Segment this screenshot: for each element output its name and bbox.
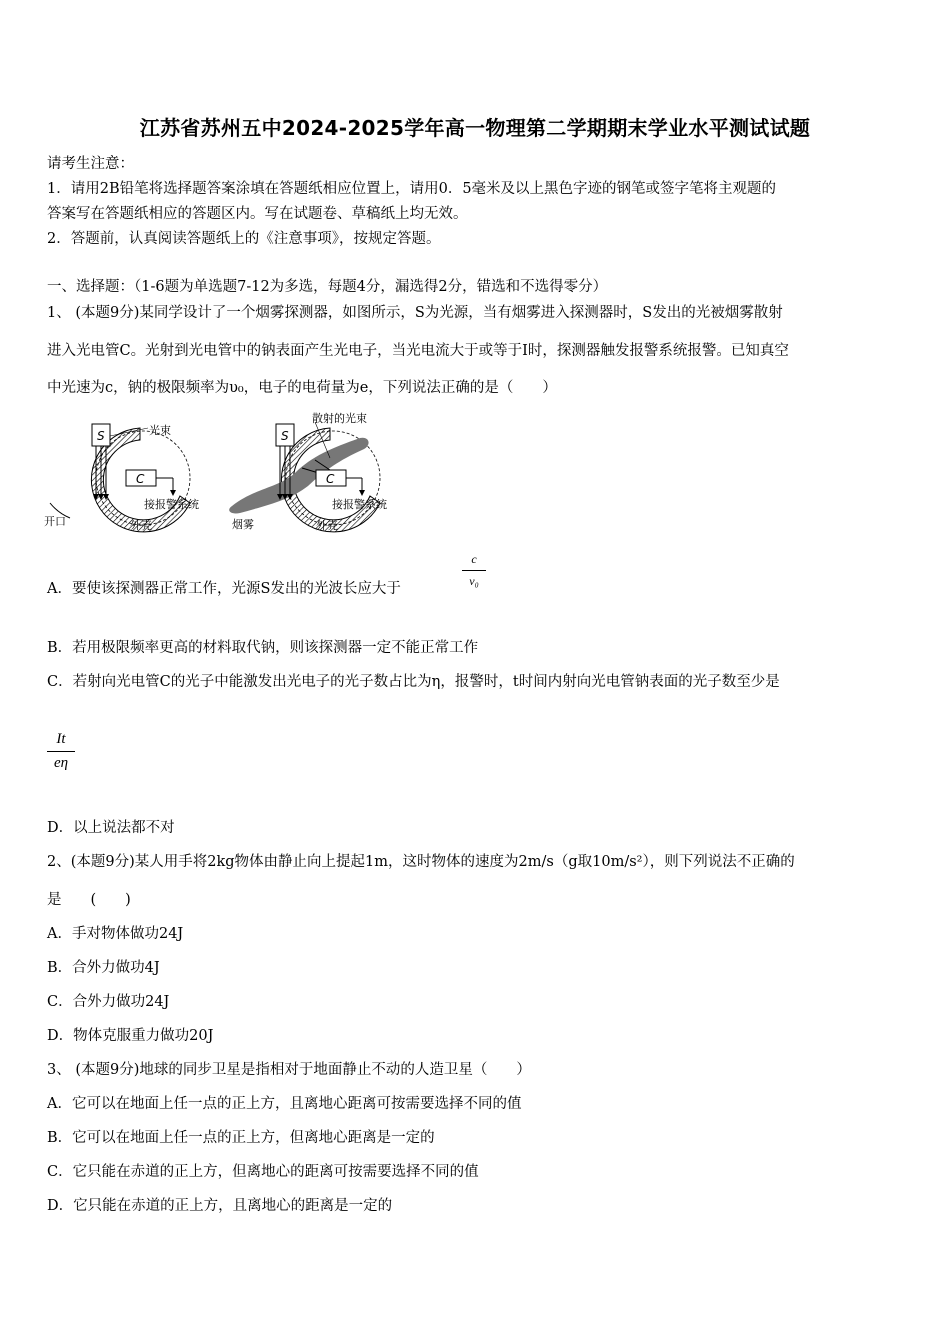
notice-line-1b: 答案写在答题纸相应的答题区内。写在试题卷、草稿纸上均无效。 [47,206,468,222]
label-scattered: 散射的光束 [312,412,367,425]
fraction-a-denominator: ν₀ [469,574,479,588]
label-opening: 开口 [44,515,66,528]
q1-option-d: D．以上说法都不对 [47,820,175,836]
q1-option-b: B．若用极限频率更高的材料取代钠，则该探测器一定不能正常工作 [47,640,479,656]
fraction-a-numerator: c [471,552,477,566]
detector-left [44,423,199,532]
notice-line-2: 2．答题前，认真阅读答题纸上的《注意事项》，按规定答题。 [47,231,441,247]
smoke-detector-figure [40,408,410,538]
q3-line-1: 3、 (本题9分)地球的同步卫星是指相对于地面静止不动的人造卫星（ ） [47,1062,531,1078]
q1-option-a-fraction [462,552,486,589]
notice-heading: 请考生注意： [47,156,134,172]
q2-option-c: C．合外力做功24J [47,994,170,1010]
page-title: 江苏省苏州五中2024-2025学年高一物理第二学期期末学业水平测试试题 [139,116,811,140]
label-smoke: 烟雾 [232,518,254,531]
q2-line-1: 2、(本题9分)某人用手将2kg物体由静止向上提起1m，这时物体的速度为2m/s（g取10m/s²），则下列说法不正确的 [47,854,795,870]
q1-option-c: C．若射向光电管C的光子中能激发出光电子的光子数占比为η，报警时，t时间内射向光电管钠表面的光子数至少是 [47,674,780,690]
label-shell-right: 外壳 [316,519,338,532]
label-s-right: S [281,429,289,443]
fraction-c-numerator: It [56,731,66,747]
label-shell-left: 外壳 [130,519,152,532]
section-heading: 一、选择题：（1-6题为单选题7-12为多选，每题4分，漏选得2分，错选和不选得零分） [47,279,608,295]
q2-option-a: A．手对物体做功24J [47,926,184,942]
q1-line-1: 1、 (本题9分)某同学设计了一个烟雾探测器，如图所示，S为光源，当有烟雾进入探测器时，S发出的光被烟雾散射 [47,305,783,321]
q3-option-a: A．它可以在地面上任一点的正上方，且离地心距离可按需要选择不同的值 [47,1096,522,1112]
detector-right [229,411,387,532]
q2-option-b: B．合外力做功4J [47,960,160,976]
q1-line-3: 中光速为c，钠的极限频率为υ₀，电子的电荷量为e，下列说法正确的是（ ） [47,380,557,396]
q1-option-a: A．要使该探测器正常工作，光源S发出的光波长应大于 [47,581,401,597]
q3-option-c: C．它只能在赤道的正上方，但离地心的距离可按需要选择不同的值 [47,1164,479,1180]
notice-line-1: 1．请用2B铅笔将选择题答案涂填在答题纸相应位置上，请用0．5毫米及以上黑色字迹的钢笔或签字笔将主观题的 [47,181,777,197]
q2-option-d: D．物体克服重力做功20J [47,1028,214,1044]
q3-option-b: B．它可以在地面上任一点的正上方，但离地心距离是一定的 [47,1130,435,1146]
label-alarm-right: 接报警系统 [332,498,387,511]
label-c-left: C [136,472,145,486]
q2-line-2: 是 ( ) [47,892,131,908]
q1-line-2: 进入光电管C。光射到光电管中的钠表面产生光电子，当光电流大于或等于I时，探测器触发报警系统报警。已知真空 [47,343,789,359]
q3-option-d: D．它只能在赤道的正上方，且离地心的距离是一定的 [47,1198,393,1214]
label-s-left: S [97,429,105,443]
q1-option-c-fraction [47,731,75,772]
label-alarm-left: 接报警系统 [144,498,199,511]
label-beam: 光束 [149,424,171,437]
label-c-right: C [326,472,335,486]
fraction-c-denominator: eη [53,755,69,771]
